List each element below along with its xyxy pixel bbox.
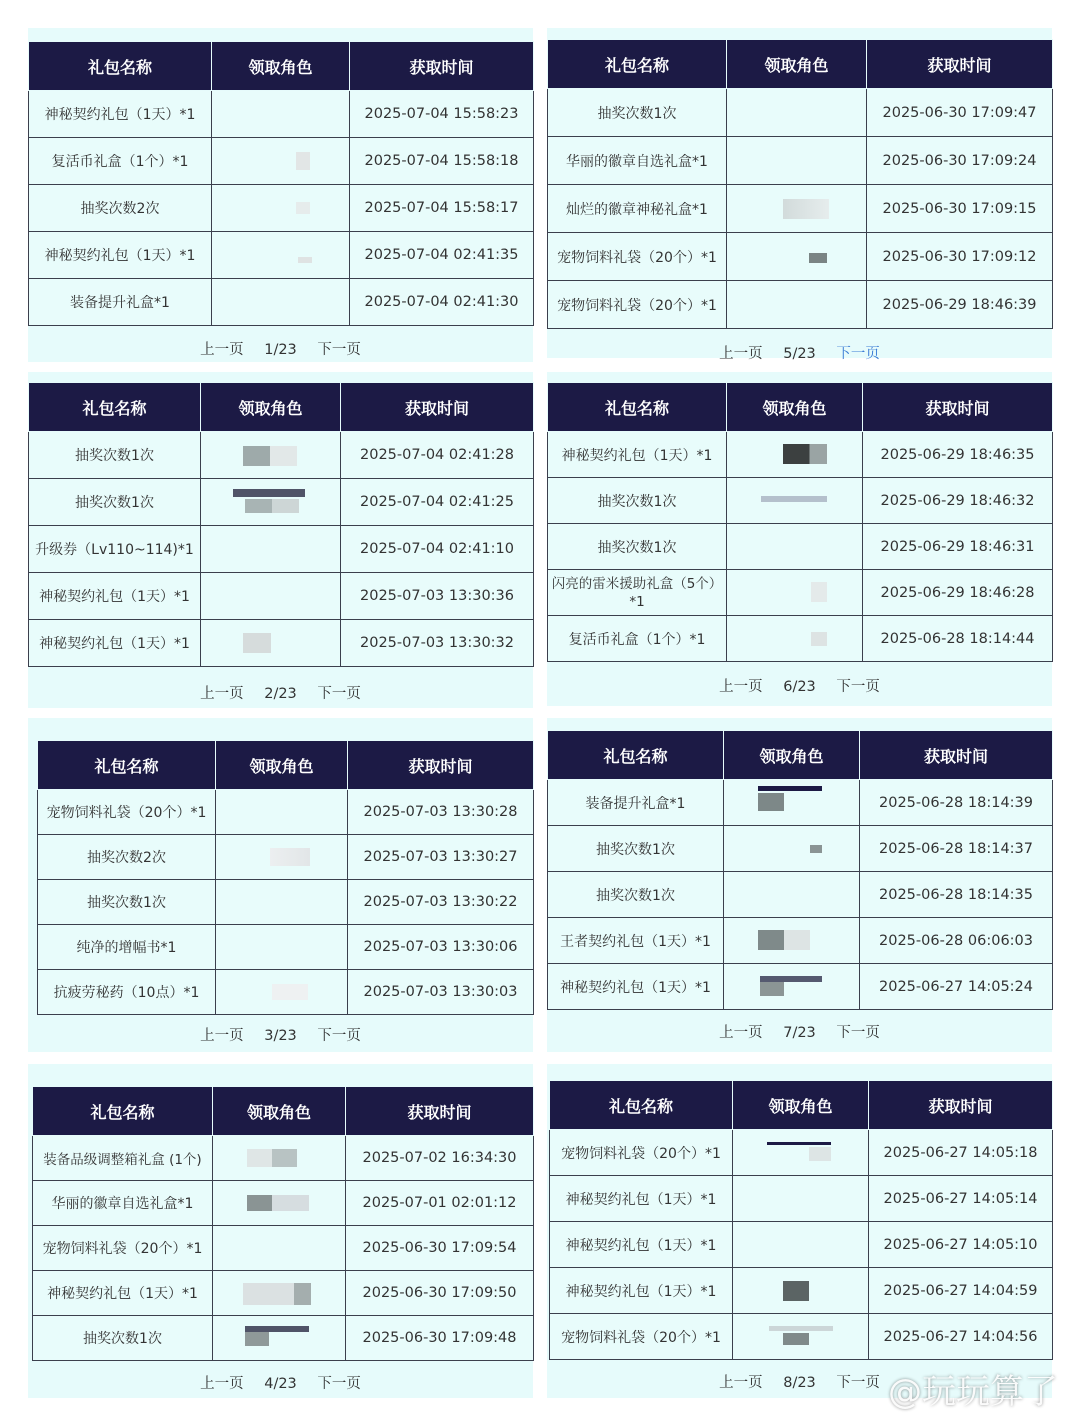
gift-table <box>37 740 534 1015</box>
gift-name-cell: 抽奖次数1次 <box>29 432 201 479</box>
time-cell: 2025-07-01 02:01:12 <box>346 1181 534 1226</box>
gift-panel-8 <box>547 1064 1052 1398</box>
role-cell-redacted <box>727 185 867 233</box>
role-cell-redacted <box>212 185 350 232</box>
gift-name-cell: 神秘契约礼包（1天）*1 <box>550 1176 733 1222</box>
table-row <box>29 138 534 185</box>
next-page-link[interactable]: 下一页 <box>317 1376 361 1392</box>
table-row <box>548 233 1053 281</box>
time-cell: 2025-06-29 18:46:35 <box>863 432 1053 478</box>
redacted-block <box>809 253 827 263</box>
header-role: 领取角色 <box>213 1087 346 1136</box>
header-time: 获取时间 <box>350 42 534 91</box>
header-gift-name: 礼包名称 <box>29 383 201 432</box>
redacted-block <box>247 1149 297 1167</box>
page-indicator: 2/23 <box>264 686 297 702</box>
redacted-block <box>243 633 271 653</box>
table-row <box>33 1226 534 1271</box>
redacted-block <box>767 1142 831 1145</box>
page-indicator: 1/23 <box>264 342 297 358</box>
gift-name-cell: 复活币礼盒（1个）*1 <box>29 138 212 185</box>
redacted-block <box>245 1332 269 1346</box>
prev-page-link[interactable]: 上一页 <box>719 679 763 695</box>
table-row <box>38 880 534 925</box>
next-page-link[interactable]: 下一页 <box>836 679 880 695</box>
table-row <box>548 524 1053 570</box>
gift-panel-5 <box>547 28 1052 362</box>
role-cell-redacted <box>213 1226 346 1271</box>
role-cell-redacted <box>212 91 350 138</box>
table-row <box>548 826 1053 872</box>
gift-name-cell: 抽奖次数1次 <box>548 872 724 918</box>
role-cell-redacted <box>216 790 348 835</box>
gift-name-cell: 抽奖次数1次 <box>548 478 727 524</box>
time-cell: 2025-07-04 02:41:28 <box>341 432 534 479</box>
gift-name-cell: 神秘契约礼包（1天）*1 <box>29 232 212 279</box>
time-cell: 2025-06-27 14:05:24 <box>860 964 1053 1010</box>
role-cell-redacted <box>724 964 860 1010</box>
gift-name-cell: 宠物饲料礼袋（20个）*1 <box>548 281 727 329</box>
gift-table <box>28 382 534 667</box>
redacted-block <box>761 496 827 502</box>
pagination <box>547 342 1052 363</box>
header-time: 获取时间 <box>860 731 1053 780</box>
gift-name-cell: 华丽的徽章自选礼盒*1 <box>33 1181 213 1226</box>
header-time: 获取时间 <box>867 40 1053 89</box>
table-row <box>29 232 534 279</box>
table-row <box>548 964 1053 1010</box>
prev-page-link[interactable]: 上一页 <box>200 686 244 702</box>
table-row <box>29 279 534 326</box>
gift-panel-6 <box>547 372 1052 706</box>
header-role: 领取角色 <box>727 40 867 89</box>
role-cell-redacted <box>213 1181 346 1226</box>
gift-name-cell: 抗疲劳秘药（10点）*1 <box>38 970 216 1015</box>
gift-name-cell: 宠物饲料礼袋（20个）*1 <box>33 1226 213 1271</box>
header-time: 获取时间 <box>341 383 534 432</box>
prev-page-link[interactable]: 上一页 <box>200 1028 244 1044</box>
gift-name-cell: 抽奖次数2次 <box>38 835 216 880</box>
time-cell: 2025-06-30 17:09:24 <box>867 137 1053 185</box>
pagination <box>28 338 533 359</box>
time-cell: 2025-06-29 18:46:31 <box>863 524 1053 570</box>
time-cell: 2025-06-27 14:05:14 <box>869 1176 1053 1222</box>
gift-name-cell: 神秘契约礼包（1天）*1 <box>548 432 727 478</box>
role-cell-redacted <box>724 780 860 826</box>
role-cell-redacted <box>212 279 350 326</box>
gift-panel-2 <box>28 372 533 708</box>
pagination <box>547 675 1052 696</box>
pagination <box>28 1372 533 1393</box>
gift-name-cell: 神秘契约礼包（1天）*1 <box>29 620 201 667</box>
gift-name-cell: 王者契约礼包（1天）*1 <box>548 918 724 964</box>
role-cell-redacted <box>201 620 341 667</box>
time-cell: 2025-06-27 14:05:10 <box>869 1222 1053 1268</box>
time-cell: 2025-06-30 17:09:50 <box>346 1271 534 1316</box>
table-row <box>29 573 534 620</box>
role-cell-redacted <box>201 432 341 479</box>
time-cell: 2025-07-02 16:34:30 <box>346 1136 534 1181</box>
time-cell: 2025-06-28 18:14:37 <box>860 826 1053 872</box>
table-row <box>38 970 534 1015</box>
gift-panel-3 <box>28 718 533 1052</box>
time-cell: 2025-06-27 14:05:18 <box>869 1130 1053 1176</box>
next-page-link[interactable]: 下一页 <box>836 1025 880 1041</box>
table-row <box>29 91 534 138</box>
header-role: 领取角色 <box>733 1081 869 1130</box>
page-indicator: 8/23 <box>783 1375 816 1391</box>
gift-name-cell: 抽奖次数1次 <box>548 826 724 872</box>
table-row <box>38 790 534 835</box>
time-cell: 2025-07-04 15:58:18 <box>350 138 534 185</box>
table-row <box>548 432 1053 478</box>
redacted-block <box>783 199 829 219</box>
role-cell-redacted <box>213 1136 346 1181</box>
role-cell-redacted <box>727 570 863 616</box>
table-row <box>548 616 1053 662</box>
gift-table <box>547 730 1053 1010</box>
role-cell-redacted <box>201 526 341 573</box>
time-cell: 2025-06-29 18:46:28 <box>863 570 1053 616</box>
role-cell-redacted <box>201 573 341 620</box>
gift-name-cell: 装备提升礼盒*1 <box>29 279 212 326</box>
page-indicator: 4/23 <box>264 1376 297 1392</box>
time-cell: 2025-07-03 13:30:36 <box>341 573 534 620</box>
page-indicator: 5/23 <box>783 346 816 362</box>
watermark: @玩玩算了 <box>888 1372 1058 1412</box>
role-cell-redacted <box>724 918 860 964</box>
next-page-link[interactable]: 下一页 <box>836 1375 880 1391</box>
header-role: 领取角色 <box>724 731 860 780</box>
table-row <box>548 185 1053 233</box>
time-cell: 2025-07-04 02:41:25 <box>341 479 534 526</box>
next-page-link[interactable]: 下一页 <box>317 1028 361 1044</box>
gift-name-cell: 复活币礼盒（1个）*1 <box>548 616 727 662</box>
time-cell: 2025-06-30 17:09:47 <box>867 89 1053 137</box>
header-time: 获取时间 <box>348 741 534 790</box>
role-cell-redacted <box>727 432 863 478</box>
table-row <box>548 780 1053 826</box>
gift-name-cell: 华丽的徽章自选礼盒*1 <box>548 137 727 185</box>
role-cell-redacted <box>727 233 867 281</box>
gift-name-cell: 抽奖次数1次 <box>33 1316 213 1361</box>
time-cell: 2025-06-28 06:06:03 <box>860 918 1053 964</box>
role-cell-redacted <box>213 1316 346 1361</box>
table-row <box>33 1181 534 1226</box>
pagination <box>28 1024 533 1045</box>
table-row <box>550 1222 1053 1268</box>
redacted-block <box>811 582 827 602</box>
header-gift-name: 礼包名称 <box>33 1087 213 1136</box>
redacted-block <box>783 444 827 464</box>
header-role: 领取角色 <box>212 42 350 91</box>
header-role: 领取角色 <box>727 383 863 432</box>
pagination <box>547 1021 1052 1042</box>
time-cell: 2025-07-03 13:30:22 <box>348 880 534 925</box>
role-cell-redacted <box>727 478 863 524</box>
gift-name-cell: 神秘契约礼包（1天）*1 <box>550 1268 733 1314</box>
role-cell-redacted <box>733 1222 869 1268</box>
redacted-block <box>758 786 822 791</box>
page-indicator: 7/23 <box>783 1025 816 1041</box>
header-time: 获取时间 <box>869 1081 1053 1130</box>
time-cell: 2025-07-03 13:30:28 <box>348 790 534 835</box>
time-cell: 2025-06-28 18:14:44 <box>863 616 1053 662</box>
gift-name-cell: 宠物饲料礼袋（20个）*1 <box>548 233 727 281</box>
page-indicator: 3/23 <box>264 1028 297 1044</box>
header-role: 领取角色 <box>201 383 341 432</box>
prev-page-link[interactable]: 上一页 <box>719 1375 763 1391</box>
prev-page-link[interactable]: 上一页 <box>200 1376 244 1392</box>
gift-name-cell: 神秘契约礼包（1天）*1 <box>548 964 724 1010</box>
table-row <box>550 1176 1053 1222</box>
role-cell-redacted <box>733 1314 869 1360</box>
time-cell: 2025-07-04 15:58:17 <box>350 185 534 232</box>
role-cell-redacted <box>216 835 348 880</box>
time-cell: 2025-07-03 13:30:06 <box>348 925 534 970</box>
role-cell-redacted <box>727 137 867 185</box>
redacted-block <box>760 982 784 996</box>
table-row <box>548 918 1053 964</box>
time-cell: 2025-07-03 13:30:27 <box>348 835 534 880</box>
header-gift-name: 礼包名称 <box>38 741 216 790</box>
prev-page-link[interactable]: 上一页 <box>719 346 763 362</box>
redacted-block <box>296 152 310 170</box>
role-cell-redacted <box>212 138 350 185</box>
time-cell: 2025-07-04 02:41:30 <box>350 279 534 326</box>
redacted-block <box>298 257 312 263</box>
gift-panel-7 <box>547 718 1052 1052</box>
gift-name-cell: 抽奖次数1次 <box>38 880 216 925</box>
gift-name-cell: 抽奖次数1次 <box>548 524 727 570</box>
redacted-block <box>243 446 297 466</box>
header-gift-name: 礼包名称 <box>550 1081 733 1130</box>
table-row <box>550 1130 1053 1176</box>
redacted-block <box>783 1333 809 1345</box>
gift-name-cell: 宠物饲料礼袋（20个）*1 <box>38 790 216 835</box>
gift-name-cell: 神秘契约礼包（1天）*1 <box>29 91 212 138</box>
gift-name-cell: 闪亮的雷米援助礼盒（5个）*1 <box>548 570 727 616</box>
role-cell-redacted <box>216 880 348 925</box>
redacted-block <box>296 202 310 214</box>
page-indicator: 6/23 <box>783 679 816 695</box>
role-cell-redacted <box>727 281 867 329</box>
redacted-block <box>245 499 299 513</box>
gift-name-cell: 装备提升礼盒*1 <box>548 780 724 826</box>
table-row <box>550 1314 1053 1360</box>
pagination <box>28 682 533 703</box>
role-cell-redacted <box>201 479 341 526</box>
role-cell-redacted <box>727 524 863 570</box>
gift-name-cell: 抽奖次数1次 <box>29 479 201 526</box>
gift-name-cell: 装备品级调整箱礼盒 (1个) <box>33 1136 213 1181</box>
time-cell: 2025-07-03 13:30:32 <box>341 620 534 667</box>
table-row <box>29 185 534 232</box>
role-cell-redacted <box>212 232 350 279</box>
header-gift-name: 礼包名称 <box>548 731 724 780</box>
time-cell: 2025-07-04 02:41:35 <box>350 232 534 279</box>
gift-name-cell: 抽奖次数2次 <box>29 185 212 232</box>
gift-name-cell: 纯净的增幅书*1 <box>38 925 216 970</box>
gift-name-cell: 宠物饲料礼袋（20个）*1 <box>550 1314 733 1360</box>
role-cell-redacted <box>216 925 348 970</box>
next-page-link[interactable]: 下一页 <box>836 346 880 362</box>
time-cell: 2025-06-27 14:04:56 <box>869 1314 1053 1360</box>
table-row <box>29 432 534 479</box>
header-time: 获取时间 <box>346 1087 534 1136</box>
time-cell: 2025-06-27 14:04:59 <box>869 1268 1053 1314</box>
table-row <box>548 570 1053 616</box>
time-cell: 2025-06-28 18:14:35 <box>860 872 1053 918</box>
time-cell: 2025-06-29 18:46:39 <box>867 281 1053 329</box>
gift-table <box>547 39 1053 329</box>
role-cell-redacted <box>733 1176 869 1222</box>
redacted-block <box>810 845 822 853</box>
time-cell: 2025-06-28 18:14:39 <box>860 780 1053 826</box>
gift-name-cell: 神秘契约礼包（1天）*1 <box>29 573 201 620</box>
gift-name-cell: 神秘契约礼包（1天）*1 <box>550 1222 733 1268</box>
gift-table <box>32 1086 534 1361</box>
role-cell-redacted <box>727 616 863 662</box>
prev-page-link[interactable]: 上一页 <box>200 342 244 358</box>
gift-panel-1 <box>28 28 533 362</box>
gift-table <box>28 41 534 326</box>
table-row <box>548 281 1053 329</box>
redacted-block <box>247 1195 309 1211</box>
redacted-block <box>272 984 308 1000</box>
role-cell-redacted <box>727 89 867 137</box>
redacted-block <box>233 489 305 497</box>
role-cell-redacted <box>733 1130 869 1176</box>
table-row <box>548 89 1053 137</box>
time-cell: 2025-07-04 02:41:10 <box>341 526 534 573</box>
next-page-link[interactable]: 下一页 <box>317 342 361 358</box>
gift-table <box>547 382 1053 662</box>
table-row <box>38 835 534 880</box>
table-row <box>38 925 534 970</box>
gift-name-cell: 宠物饲料礼袋（20个）*1 <box>550 1130 733 1176</box>
time-cell: 2025-07-04 15:58:23 <box>350 91 534 138</box>
table-row <box>29 479 534 526</box>
header-time: 获取时间 <box>863 383 1053 432</box>
role-cell-redacted <box>733 1268 869 1314</box>
table-row <box>550 1268 1053 1314</box>
gift-panel-4 <box>28 1064 533 1398</box>
role-cell-redacted <box>213 1271 346 1316</box>
redacted-block <box>769 1326 833 1331</box>
header-gift-name: 礼包名称 <box>548 40 727 89</box>
redacted-block <box>270 848 310 866</box>
redacted-block <box>809 1147 831 1161</box>
table-row <box>548 137 1053 185</box>
time-cell: 2025-06-30 17:09:54 <box>346 1226 534 1271</box>
gift-name-cell: 神秘契约礼包（1天）*1 <box>33 1271 213 1316</box>
time-cell: 2025-06-30 17:09:48 <box>346 1316 534 1361</box>
time-cell: 2025-06-30 17:09:15 <box>867 185 1053 233</box>
redacted-block <box>783 1281 809 1301</box>
redacted-block <box>758 793 784 811</box>
time-cell: 2025-06-30 17:09:12 <box>867 233 1053 281</box>
table-row <box>33 1136 534 1181</box>
redacted-block <box>758 930 810 950</box>
table-row <box>29 620 534 667</box>
table-row <box>33 1316 534 1361</box>
table-row <box>29 526 534 573</box>
role-cell-redacted <box>216 970 348 1015</box>
header-role: 领取角色 <box>216 741 348 790</box>
role-cell-redacted <box>724 872 860 918</box>
prev-page-link[interactable]: 上一页 <box>719 1025 763 1041</box>
role-cell-redacted <box>724 826 860 872</box>
redacted-block <box>811 632 827 646</box>
header-gift-name: 礼包名称 <box>29 42 212 91</box>
gift-name-cell: 抽奖次数1次 <box>548 89 727 137</box>
time-cell: 2025-06-29 18:46:32 <box>863 478 1053 524</box>
gift-name-cell: 升级券（Lv110~114)*1 <box>29 526 201 573</box>
table-row <box>33 1271 534 1316</box>
table-row <box>548 872 1053 918</box>
header-gift-name: 礼包名称 <box>548 383 727 432</box>
redacted-block <box>243 1283 311 1305</box>
gift-name-cell: 灿烂的徽章神秘礼盒*1 <box>548 185 727 233</box>
table-row <box>548 478 1053 524</box>
next-page-link[interactable]: 下一页 <box>317 686 361 702</box>
gift-table <box>549 1080 1053 1360</box>
time-cell: 2025-07-03 13:30:03 <box>348 970 534 1015</box>
